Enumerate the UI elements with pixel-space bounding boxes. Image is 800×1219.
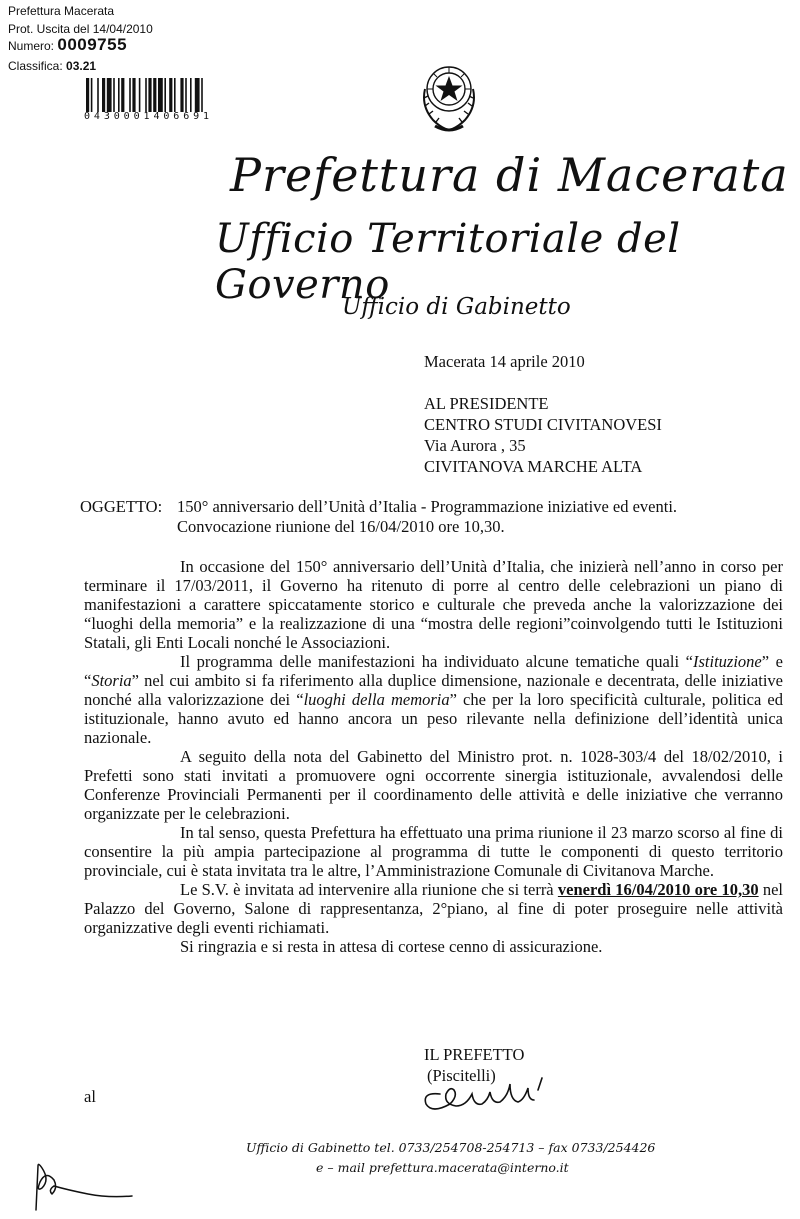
- emphasis-istituzione: Istituzione: [692, 652, 762, 671]
- protocol-office: Prefettura Macerata: [8, 4, 115, 18]
- barcode-bar: [190, 78, 192, 112]
- protocol-number-line: [8, 35, 128, 54]
- letter-body: [84, 557, 783, 956]
- barcode-bar: [158, 78, 163, 112]
- republic-emblem-icon: [415, 56, 483, 136]
- body-paragraph: In occasione del 150° anniversario dell’Unità d’Italia, che inizierà nell’anno in corso per terminare il 17/03/2011, il Governo ha ritenuto di porre al centro delle celebrazioni un piano di manifestazioni a carattere spiccatamente storico e culturale che preveda anche la valorizzazione dei “luoghi della memoria” e la realizzazione di una “mostra delle regioni”coinvolgendo tutti le Istituzioni Statali, gli Enti Locali nonché le Associazioni.: [84, 557, 783, 652]
- barcode-bar: [148, 78, 151, 112]
- barcode-bar: [201, 78, 203, 112]
- subject-line: 150° anniversario dell’Unità d’Italia - Programmazione iniziative ed eventi.: [177, 497, 678, 516]
- al-label: al: [84, 1087, 96, 1106]
- footer-email: e – mail prefettura.macerata@interno.it: [316, 1160, 569, 1175]
- protocol-class-label: Classifica:: [8, 59, 63, 73]
- text-span: Le S.V. è invitata ad intervenire alla riunione che si terrà: [180, 880, 558, 899]
- emphasis-storia: Storia: [91, 671, 132, 690]
- letterhead-ufficio-territoriale: Ufficio Territoriale del Governo: [215, 216, 681, 308]
- barcode-bar: [97, 78, 99, 112]
- barcode-bar: [86, 78, 89, 112]
- barcode-bar: [169, 78, 172, 112]
- barcode-bar: [153, 78, 156, 112]
- barcode-bar: [195, 78, 200, 112]
- barcode-bar: [121, 78, 124, 112]
- signer-name: (Piscitelli): [427, 1066, 496, 1085]
- barcode-bar: [132, 78, 135, 112]
- recipient-line: CIVITANOVA MARCHE ALTA: [424, 457, 643, 476]
- body-paragraph: [84, 652, 783, 747]
- text-span: Il programma delle manifestazioni ha individuato alcune tematiche quali “: [180, 652, 693, 671]
- body-paragraph: A seguito della nota del Gabinetto del Ministro prot. n. 1028-303/4 del 18/02/2010, i Prefetti sono stati invitati a promuovere ogni occorrente sinergia istituzionale, avvalendosi delle Conferenze Provinciali Permanenti per il coordinamento delle attività e delle iniziative che verranno organizzate per le celebrazioni.: [84, 747, 783, 823]
- barcode-bar: [113, 78, 115, 112]
- recipient-line: AL PRESIDENTE: [424, 394, 549, 413]
- protocol-class-value: 03.21: [66, 59, 97, 73]
- letterhead-ufficio-gabinetto: Ufficio di Gabinetto: [342, 294, 571, 320]
- body-paragraph: Si ringrazia e si resta in attesa di cortese cenno di assicurazione.: [180, 937, 603, 956]
- text-span: ” e “: [84, 652, 783, 690]
- recipient-line: Via Aurora , 35: [424, 436, 526, 455]
- signer-title: IL PREFETTO: [424, 1045, 525, 1064]
- handwritten-signature-icon: [410, 1070, 560, 1116]
- protocol-class-line: [8, 59, 96, 73]
- protocol-date: 14/04/2010: [92, 22, 153, 36]
- text-span: ” nel cui ambito si fa riferimento alla duplice dimensione, nazionale e decentrata, delle iniziative nonché alla valorizzazione dei “: [84, 671, 783, 709]
- meeting-date: venerdì 16/04/2010 ore 10,30: [557, 880, 759, 899]
- letterhead-prefettura: Prefettura di Macerata: [230, 148, 789, 202]
- protocol-number-label: Numero:: [8, 39, 55, 53]
- body-paragraph: [84, 880, 783, 937]
- protocol-label: Prot. Uscita del: [8, 22, 90, 36]
- barcode-bar: [164, 78, 166, 112]
- subject-label: OGGETTO:: [80, 497, 163, 516]
- barcode-bar: [118, 78, 120, 112]
- barcode-bar: [102, 78, 105, 112]
- emphasis-luoghi: luoghi della memoria: [303, 690, 450, 709]
- body-paragraph: In tal senso, questa Prefettura ha effettuato una prima riunione il 23 marzo scorso al fine di consentire la più ampia partecipazione al programma di tutte le componenti di questo territorio provinciale, cui è stata invitata tra le altre, l’Amministrazione Comunale di Civitanova Marche.: [84, 823, 783, 880]
- handwritten-initials-icon: [28, 1160, 138, 1216]
- barcode-icon: [86, 78, 262, 112]
- barcode-bar: [185, 78, 187, 112]
- subject-line: Convocazione riunione del 16/04/2010 ore 10,30.: [177, 517, 505, 536]
- barcode-digits: 0430001406691: [84, 111, 213, 122]
- letter-date: Macerata 14 aprile 2010: [424, 352, 585, 371]
- recipient-line: CENTRO STUDI CIVITANOVESI: [424, 415, 662, 434]
- protocol-number: 0009755: [57, 35, 128, 54]
- protocol-line: [8, 22, 153, 36]
- text-span: nel Palazzo del Governo, Salone di rappresentanza, 2°piano, al fine di poter proseguire nelle attività organizzative degli eventi richiamati.: [84, 880, 783, 937]
- barcode-bar: [174, 78, 176, 112]
- barcode-bar: [107, 78, 112, 112]
- barcode-bar: [180, 78, 183, 112]
- barcode-bar: [91, 78, 93, 112]
- barcode-bar: [129, 78, 131, 112]
- barcode-bar: [139, 78, 141, 112]
- footer-contacts: Ufficio di Gabinetto tel. 0733/254708-254713 – fax 0733/254426: [246, 1140, 656, 1155]
- text-span: ” che per la loro specificità culturale, politica ed istituzionale, hanno avuto ed hanno ancora un peso rilevante nella definizione dell’identità unica nazionale.: [84, 690, 783, 747]
- barcode-bar: [145, 78, 147, 112]
